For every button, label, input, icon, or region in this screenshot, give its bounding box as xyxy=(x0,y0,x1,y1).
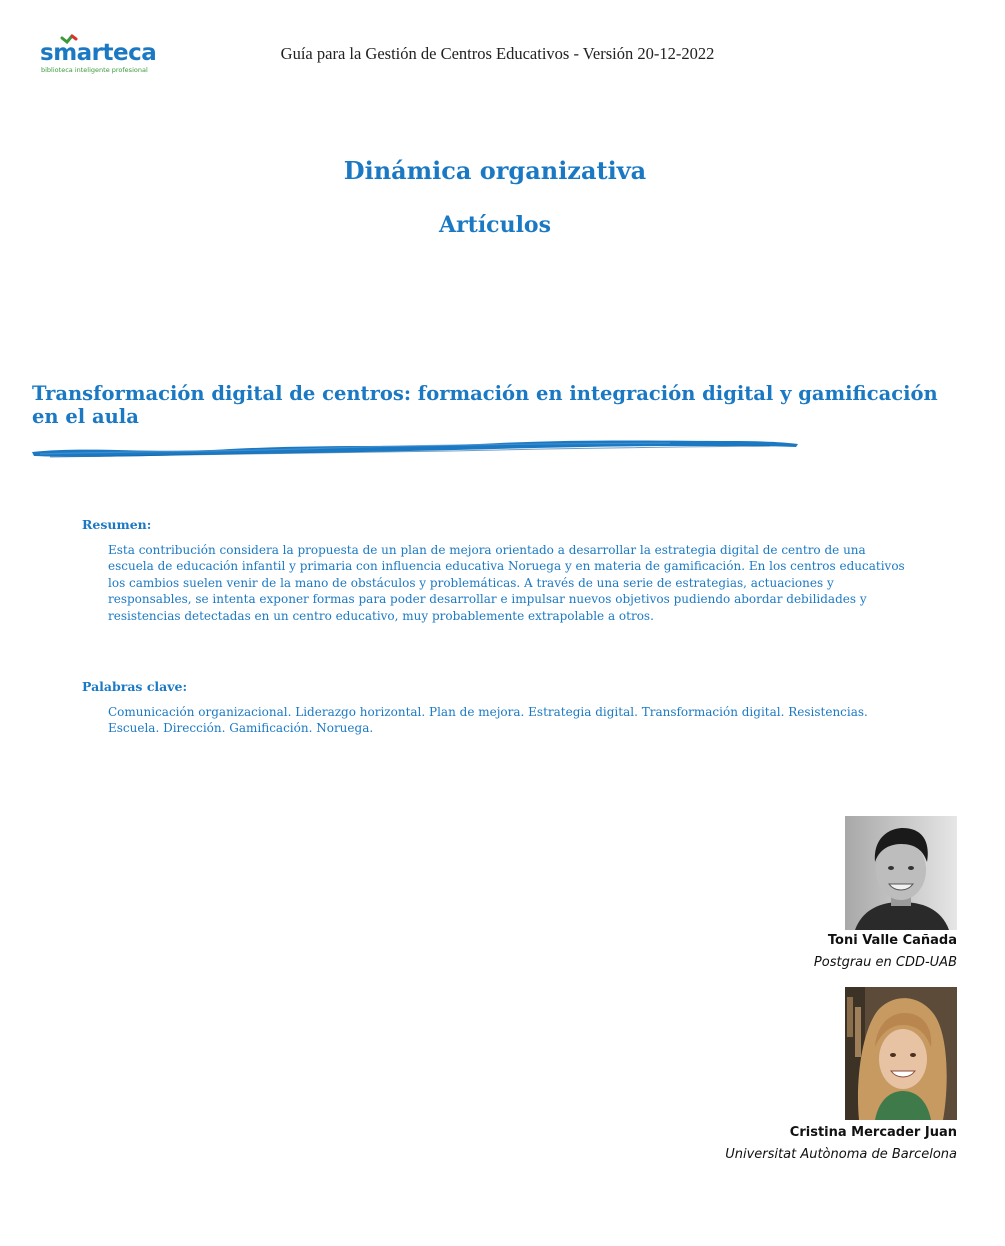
author-portrait-male-icon xyxy=(845,816,957,930)
abstract-text: Esta contribución considera la propuesta de un plan de mejora orientado a desarrollar la estrategia digital de centro de una escuela de educación infantil y primaria con influencia educativa Noruega y en materia de gamificación. En los centros educativos los cambios suelen venir de la mano de obstáculos y problemáticas. A través de una serie de estrategias, actuaciones y responsables, se intenta exponer formas para poder desarrollar e impulsar nuevos objetivos pudiendo abordar debilidades y resistencias detectadas en un centro educativo, muy probablemente extrapolable a otros. xyxy=(108,543,905,623)
author-affiliation: Postgrau en CDD-UAB xyxy=(813,955,957,970)
logo-wordmark: smarteca xyxy=(40,40,157,66)
section-subtitle: Artículos xyxy=(439,212,551,238)
author-portrait-female-icon xyxy=(845,987,957,1120)
abstract-label: Resumen: xyxy=(82,517,152,532)
article-title: Transformación digital de centros: formación en integración digital y gamificación en el aula xyxy=(32,382,938,428)
section-title: Dinámica organizativa xyxy=(343,156,647,185)
author-name: Toni Valle Cañada xyxy=(827,933,957,948)
author-name: Cristina Mercader Juan xyxy=(789,1125,957,1140)
author-affiliation: Universitat Autònoma de Barcelona xyxy=(725,1147,957,1162)
brush-stroke-divider xyxy=(30,432,800,462)
keywords-label: Palabras clave: xyxy=(82,679,188,694)
keywords-text: Comunicación organizacional. Liderazgo horizontal. Plan de mejora. Estrategia digital. Transformación digital. Resistencias. Escuela. Dirección. Gamificación. Noruega. xyxy=(108,705,868,736)
author-photo xyxy=(845,816,957,930)
logo-subtitle: biblioteca inteligente profesional xyxy=(41,66,148,74)
author-photo xyxy=(845,987,957,1120)
document-header-title: Guía para la Gestión de Centros Educativos - Versión 20-12-2022 xyxy=(280,44,715,63)
